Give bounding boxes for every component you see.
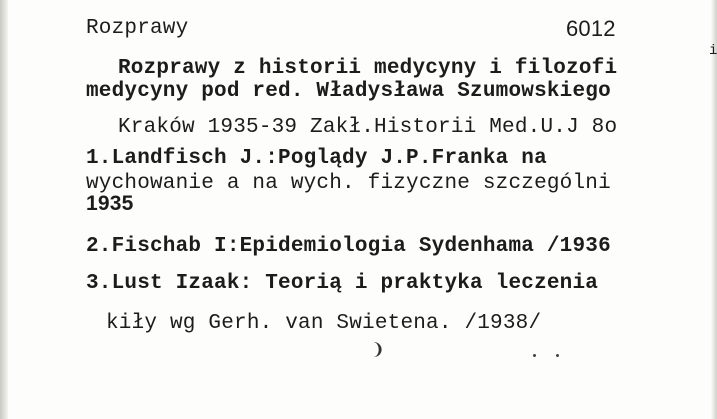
title-line-2: medycyny pod red. Władysława Szumowskiego: [86, 80, 611, 103]
speck-2: [556, 354, 559, 357]
title-line-1: Rozprawy z historii medycyny i filozofi: [118, 57, 618, 80]
stray-mark: ❩: [372, 340, 385, 363]
card-heading: Rozprawy: [86, 17, 189, 40]
entry-1-line-1: 1.Landfisch J.:Poglądy J.P.Franka na: [86, 147, 547, 170]
superscript-mark: i: [709, 43, 717, 59]
imprint-line: Kraków 1935-39 Zakł.Historii Med.U.J 8o: [118, 116, 618, 139]
speck-1: [533, 354, 536, 357]
entry-1-line-2: wychowanie a na wych. fizyczne szczególni: [86, 172, 611, 195]
card-right-edge: [711, 0, 717, 419]
card-left-edge: [0, 0, 8, 419]
entry-2: 2.Fischab I:Epidemiologia Sydenhama /1936: [86, 235, 611, 258]
card-number: 6012: [566, 16, 616, 41]
entry-3-line-1: 3.Lust Izaak: Teorią i praktyka leczenia: [86, 272, 599, 295]
entry-3-line-2: kiły wg Gerh. van Swietena. /1938/: [106, 312, 542, 335]
entry-1-year: 1935: [86, 192, 134, 215]
